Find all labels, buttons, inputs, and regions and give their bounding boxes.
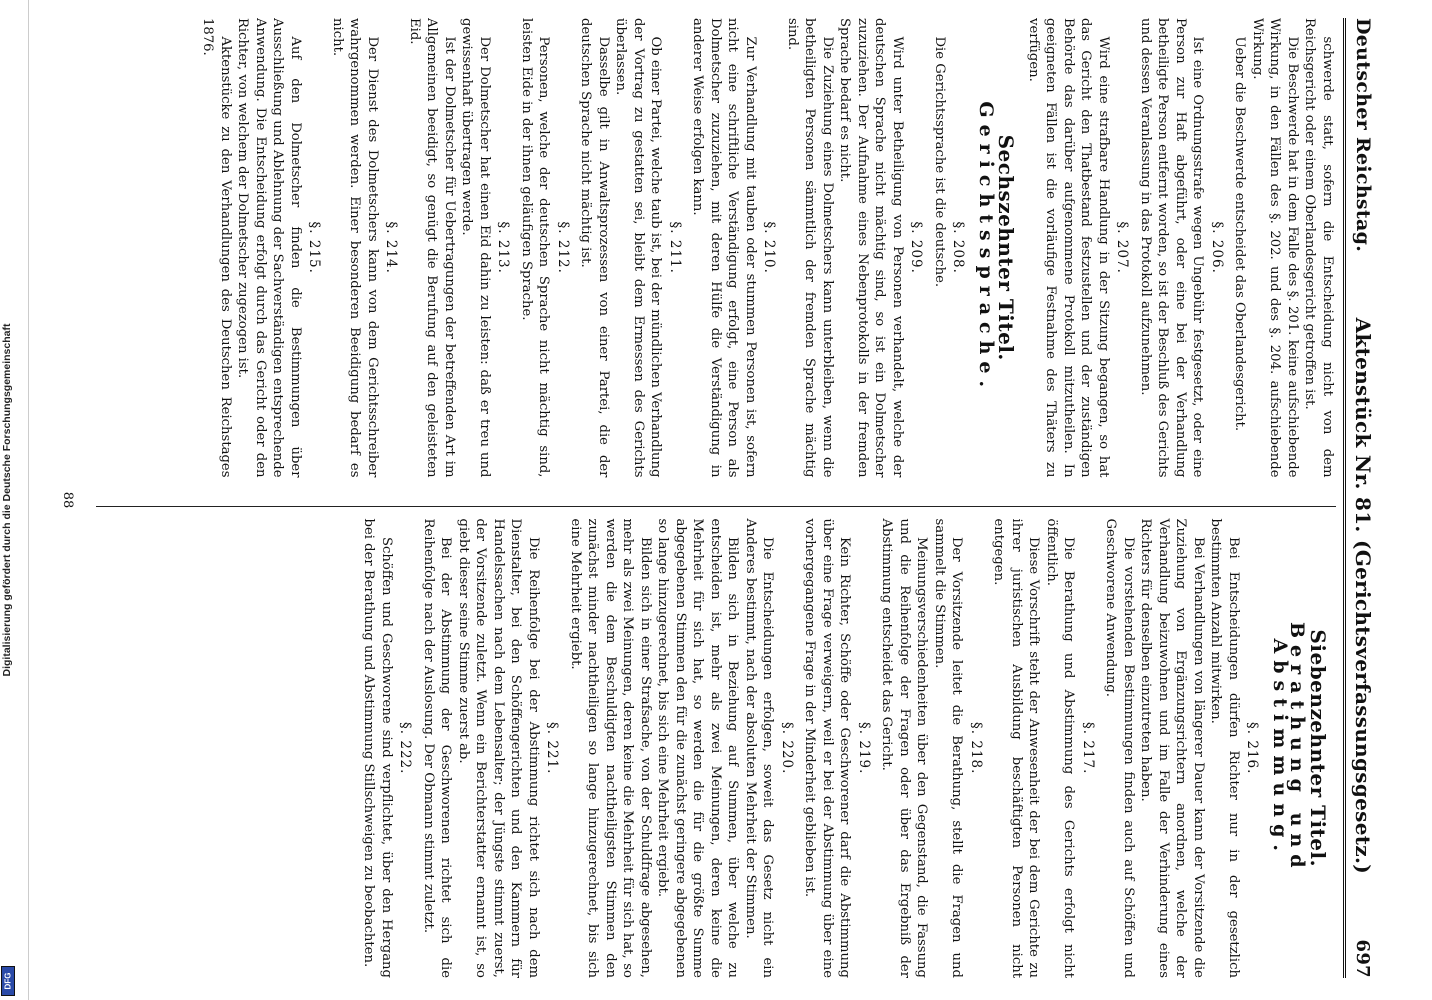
paragraph: Kein Richter, Schöffe oder Geschworener darf die Abstimmung über eine Frage verweigern, weil er bei der Abstimmung über eine vorhergegangene Frage in der Minderheit geblieben ist. [802,518,853,978]
paragraph: Die Zuziehung eines Dolmetschers kann unterbleiben, wenn die betheiligten Personen sämmtlich der fremden Sprache mächtig sind. [785,18,835,478]
paragraph: Diese Vorschrift steht der Anwesenheit der bei dem Gerichte zu ihrer juristischen Ausbildung beschäftigten Personen nicht entgegen. [991,518,1042,978]
section-heading: §. 212. [555,221,571,274]
right-column [96,506,1336,979]
section-heading: §. 219. [856,722,872,775]
section-heading: §. 222. [397,722,414,775]
paragraph: Wird eine strafbare Handlung in der Sitzung begangen, so hat das Gericht den Thatbestand festzustellen und der zuständigen Behörde das darüber aufgenommene Protokoll mitzutheilen. In geeigneten Fällen ist die vorläufige Festnahme des Thäters zu verfügen. [1026,18,1111,478]
section-heading: §. 211. [667,221,683,274]
paragraph: Bilden sich in einer Strafsache, von der Schuldfrage abgesehen, mehr als zwei Meinungen, deren keine die Mehrheit für sich hat, so werden die dem Beschuldigten nachtheiligsten Stimmen den zunächst minder nachtheiligen so lange hinzugerechnet, bis sich eine Mehrheit ergiebt. [568,518,653,978]
section-heading: §. 206. [1209,221,1225,274]
paragraph: Der Vorsitzende leitet die Berathung, stellt die Fragen und sammelt die Stimmen. [932,518,965,978]
paragraph: Bei der Abstimmung der Geschworenen richtet sich die Reihenfolge nach der Auslosung. Der Obmann stimmt zuletzt. [421,518,454,978]
paragraph: Bilden sich in Beziehung auf Summen, über welche zu entscheiden ist, mehr als zwei Meinungen, deren keine die Mehrheit für sich hat, so werden die für die größte Summe abgegebenen Stimmen den für die zunächst geringere abgegebenen so lange hinzugerechnet, bis sich eine Mehrheit ergiebt. [655,518,741,978]
paragraph: Die Berathung und Abstimmung des Gerichts erfolgt nicht öffentlich. [1044,518,1077,978]
paragraph: Ueber die Beschwerde entscheidet das Oberlandesgericht. [1232,36,1248,432]
left-column [96,18,1336,478]
section-heading: §. 221. [544,722,561,775]
chapter-title: Sechszehnter Titel. [994,134,1019,361]
paragraph: Zur Verhandlung mit tauben oder stummen Personen ist, sofern nicht eine schriftliche Verständigung erfolgt, eine Person als Dolmetscher zuzuziehen, mit deren Hülfe die Verständigung in anderer Weise erfolgen kann. [690,18,758,478]
paragraph: Bei Entscheidungen dürfen Richter nur in der gesetzlich bestimmten Anzahl mitwirken. [1208,518,1241,978]
header-aktenstueck: Aktenstück Nr. 81. [1351,317,1375,533]
section-heading: §. 216. [1244,722,1261,775]
chapter-title: Siebenzehnter Titel. [1306,629,1330,868]
page-number: 697 [1352,939,1374,978]
section-heading: §. 208. [950,221,967,274]
section-heading: §. 218. [968,722,984,775]
paragraph: Meinungsverschiedenheiten über den Gegenstand, die Fassung und die Reihenfolge der Fragen oder über das Ergebniß der Abstimmung entscheidet das Gericht. [879,518,930,978]
section-heading: §. 213. [495,221,512,274]
section-heading: §. 215. [306,221,323,274]
paragraph: Wird unter Betheiligung von Personen verhandelt, welche der deutschen Sprache nicht mächtig sind, so ist ein Dolmetscher zuzuziehen. Der Aufnahme eines Nebenprotokolls in der fremden Sprache bedarf es nicht. [837,18,905,478]
scan-edge-line [28,0,29,1000]
dfg-logo-text: DFG [3,972,13,990]
header-right-note: (Gerichtsverfassungsgesetz.) [1351,539,1375,874]
paragraph: Die Beschwerde hat in dem Falle des §. 201. keine aufschiebende Wirkung, in den Fällen des §. 202. und des §. 204. aufschiebende Wirkung. [1250,18,1300,478]
paragraph: Die Gerichtssprache ist die deutsche. [932,36,947,288]
paragraph: Der Dienst des Dolmetschers kann von dem Gerichtsschreiber wahrgenommen werden. Einer besonderen Beeidigung bedarf es nicht. [330,18,380,478]
digitization-note-text: Digitalisierung gefördert durch die Deutsche Forschungsgemeinschaft [1,323,13,677]
header-left: Deutscher Reichstag. [1352,18,1374,253]
paragraph: Personen, welche der deutschen Sprache nicht mächtig sind, leisten Eide in der ihnen geläufigen Sprache. [519,18,552,478]
text-columns [96,18,1336,978]
paragraph: Die Entscheidungen erfolgen, soweit das Gesetz nicht ein Anderes bestimmt, nach der absoluten Mehrheit der Stimmen. [743,518,776,978]
footnote: Aktenstücke zu den Verhandlungen des Deutschen Reichstages 1876. [200,18,233,478]
chapter-subtitle: Berathung und Abstimmung. [1269,622,1309,875]
section-heading: §. 217. [1080,722,1096,775]
digitization-note [0,0,14,1000]
paragraph: Die vorstehenden Bestimmungen finden auch auf Schöffen und Geschworene Anwendung. [1103,518,1136,978]
paragraph: Bei Verhandlungen von längerer Dauer kann der Vorsitzende die Zuziehung von Ergänzungsrichtern anordnen, welche der Verhandlung beizuwohnen und im Falle der Verhinderung eines Richters für denselben einzutreten haben. [1138,518,1206,978]
chapter-subtitle: Gerichtssprache. [975,101,997,395]
paragraph: Ist eine Ordnungsstrafe wegen Ungebühr festgesetzt, oder eine Person zur Haft abgeführt, oder eine bei der Verhandlung betheiligte Person entfernt worden, so ist der Beschluß des Gerichts und dessen Veranlassung in das Protokoll aufzunehmen. [1138,18,1206,478]
paragraph: Ob einer Partei, welche taub ist, bei der mündlichen Verhandlung der Vortrag zu gestatten sei, bleibt dem Ermessen des Gerichts überlassen. [613,18,664,478]
rotated-document-page [36,0,1396,1000]
paragraph: Ist der Dolmetscher für Uebertragungen der betreffenden Art im Allgemeinen beeidigt, so genügt die Berufung auf den geleisteten Eid. [407,18,457,478]
dfg-logo [1,966,15,996]
paragraph: Die Reihenfolge bei der Abstimmung richtet sich nach dem Dienstalter, bei den Schöffengerichten und den Kammern für Handelssachen nach dem Lebensalter; der Jüngste stimmt zuerst, der Vorsitzende zuletzt. Wenn ein Berichterstatter ernannt ist, so giebt dieser seine Stimme zuerst ab. [456,518,541,978]
paragraph: schwerde statt, sofern die Entscheidung nicht von dem Reichsgericht oder einem Oberlandesgericht getroffen ist. [1302,18,1335,478]
header-middle [1351,318,1375,874]
section-heading: §. 207. [1114,221,1131,274]
signature-mark: 88 [60,491,75,509]
section-heading: §. 220. [779,722,795,775]
section-heading: §. 214. [383,221,400,274]
section-heading: §. 210. [761,221,778,274]
paragraph: Der Dolmetscher hat einen Eid dahin zu leisten: daß er treu und gewissenhaft übertragen werde. [459,18,492,478]
paragraph: Schöffen und Geschworene sind verpflichtet, über den Hergang bei der Berathung und Abstimmung Stillschweigen zu beobachten. [361,518,394,978]
section-heading: §. 209. [908,221,925,274]
page-header [1343,18,1380,978]
paragraph: Auf den Dolmetscher finden die Bestimmungen über Ausschließung und Ablehnung der Sachverständigen entsprechende Anwendung. Die Entscheidung erfolgt durch das Gericht oder den Richter, von welchem der Dolmetscher zugezogen ist. [235,18,303,478]
paragraph: Dasselbe gilt in Anwaltsprozessen von einer Partei, die der deutschen Sprache nicht mächtig ist. [578,18,611,478]
